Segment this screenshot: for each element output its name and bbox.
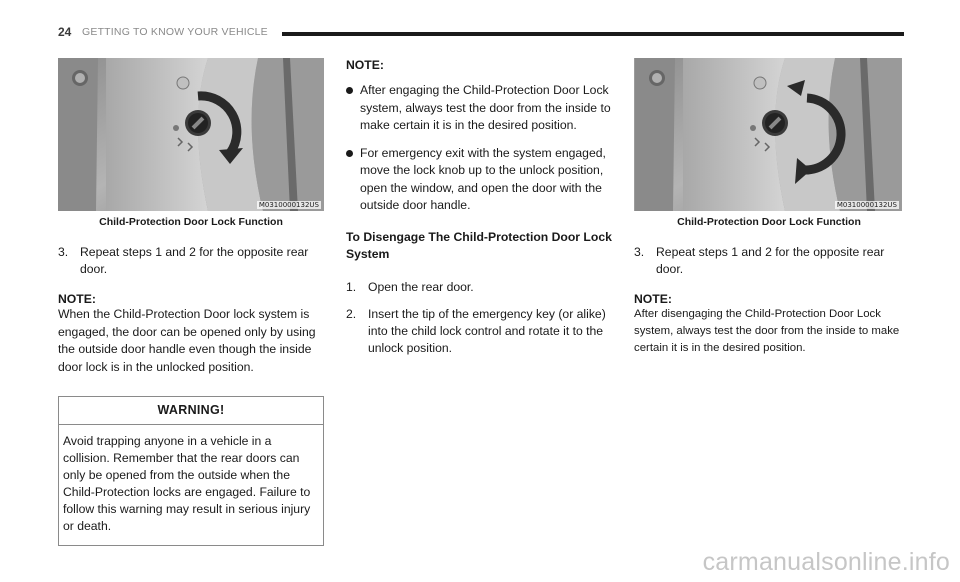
step-text: Open the rear door. [368,279,474,294]
step-text: Repeat steps 1 and 2 for the opposite rear door. [80,245,309,276]
disengage-subheading: To Disengage The Child-Protection Door Lock System [346,229,612,261]
warning-box [58,396,324,546]
figure-caption: Child-Protection Door Lock Function [99,216,283,228]
figure-caption: Child-Protection Door Lock Function [677,216,861,228]
step-number: 2. [346,306,357,321]
step-text: Insert the tip of the emergency key (or alike) into the child lock control and rotate it to the unlock position. [368,306,606,355]
step-item [346,306,614,357]
step-text: Repeat steps 1 and 2 for the opposite rear door. [656,245,885,276]
page-number: 24 [58,25,72,39]
header-rule [282,32,904,36]
door-lock-illustration [634,58,902,211]
step-number: 1. [346,279,357,294]
page-header [0,22,960,44]
figure-code: M0310000132US [258,201,319,209]
warning-title: WARNING! [59,397,323,425]
step-item [634,244,904,278]
note-bullet [346,82,614,135]
watermark: carmanualsonline.info [702,548,950,576]
bullet-text: For emergency exit with the system engaged, move the lock knob up to the unlock position, open the window, and open the door with the outside door handle. [360,145,606,212]
note-bullet [346,145,614,215]
bullet-dot-icon [346,87,353,94]
door-lock-illustration [58,58,324,211]
step-number: 3. [58,245,69,259]
section-title: GETTING TO KNOW YOUR VEHICLE [82,26,268,38]
note-body: After disengaging the Child-Protection Door Lock system, always test the door from the inside to make certain it is in the desired position. [634,308,900,354]
step-number: 3. [634,245,645,259]
bullet-dot-icon [346,150,353,157]
note-heading: NOTE: [58,292,96,306]
door-lock-figure [58,58,324,211]
step-item [58,244,324,278]
warning-body: Avoid trapping anyone in a vehicle in a collision. Remember that the rear doors can only be opened from the outside when the Child-Protection locks are engaged. Failure to follow this warning may result in serious injury or death. [63,434,311,533]
note-heading: NOTE: [346,58,384,72]
step-item [346,279,614,296]
note-heading: NOTE: [634,292,672,306]
middle-column [346,58,614,357]
right-column [634,58,904,357]
bullet-text: After engaging the Child-Protection Door Lock system, always test the door from the inside to make certain it is in the desired position. [360,83,611,132]
door-lock-figure [634,58,902,211]
figure-code: M0310000132US [836,201,897,209]
left-column [58,58,324,546]
note-body: When the Child-Protection Door lock system is engaged, the door can be opened only by using the outside door handle even though the inside door lock is in the unlocked position. [58,307,316,374]
